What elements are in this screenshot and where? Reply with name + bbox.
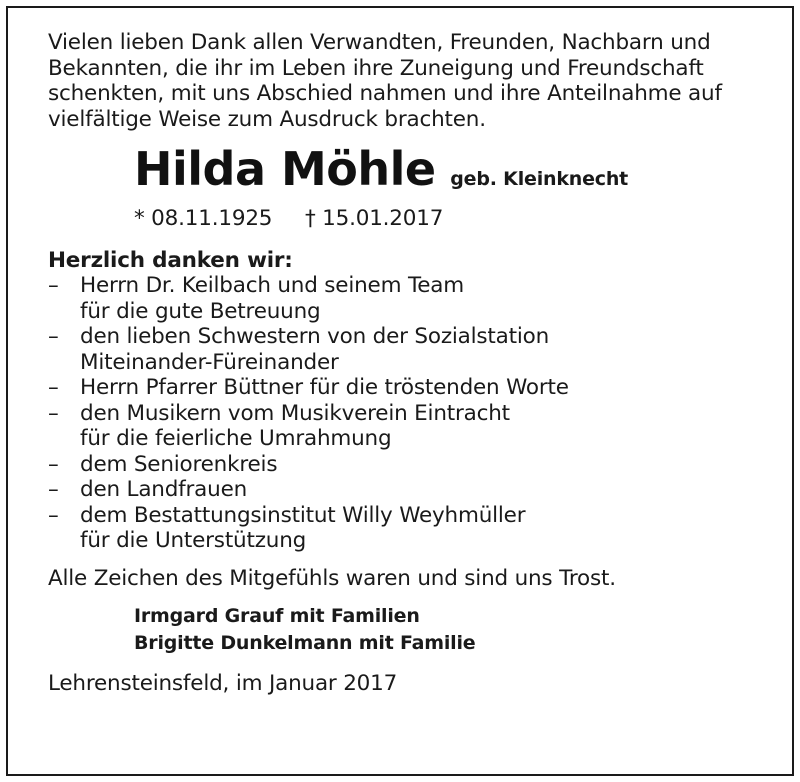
- list-item-text: Herrn Dr. Keilbach und seinem Team für die gute Betreuung: [80, 273, 464, 324]
- dash-bullet: –: [48, 324, 59, 349]
- list-item: [48, 477, 748, 503]
- list-item-text: Herrn Pfarrer Büttner für die tröstenden Worte: [80, 375, 569, 400]
- name-row: [134, 144, 748, 194]
- dash-bullet: –: [48, 451, 59, 477]
- list-item: [48, 401, 748, 452]
- death-date: † 15.01.2017: [304, 206, 444, 231]
- signature-line: Irmgard Grauf mit Familien: [134, 605, 420, 627]
- thanks-heading: Herzlich danken wir:: [48, 247, 293, 273]
- dash-bullet: –: [48, 400, 59, 426]
- list-item: [48, 375, 748, 401]
- life-dates: [134, 206, 748, 232]
- birth-date: * 08.11.1925: [134, 206, 273, 231]
- dash-bullet: –: [48, 273, 59, 298]
- signatures: [134, 603, 748, 657]
- intro-text: Vielen lieben Dank allen Verwandten, Freunden, Nachbarn und Bekannten, die ihr im Leben ihre Zuneigung und Freundschaft schenkten, mit uns Abschied nahmen und ihre Anteilnahme auf vielfältige Weise zum Ausdruck brachten.: [48, 30, 722, 132]
- dash-bullet: –: [48, 477, 59, 502]
- list-item-text: den lieben Schwestern von der Sozialstation Miteinander-Füreinander: [80, 324, 550, 375]
- dash-bullet: –: [48, 502, 59, 528]
- maiden-name: geb. Kleinknecht: [450, 168, 629, 190]
- place-date: Lehrensteinsfeld, im Januar 2017: [48, 671, 398, 696]
- list-item-text: den Landfrauen: [80, 477, 248, 502]
- list-item-text: den Musikern vom Musikverein Eintracht für die feierliche Umrahmung: [80, 400, 510, 451]
- list-item: [48, 324, 748, 375]
- closing-text: Alle Zeichen des Mitgefühls waren und sind uns Trost.: [48, 565, 616, 591]
- list-item: [48, 273, 748, 324]
- thanks-list: [48, 273, 748, 554]
- list-item-text: dem Bestattungsinstitut Willy Weyhmüller für die Unterstützung: [80, 502, 526, 553]
- deceased-name: Hilda Möhle: [134, 142, 436, 196]
- signature-line: Brigitte Dunkelmann mit Familie: [134, 632, 476, 654]
- dash-bullet: –: [48, 375, 59, 400]
- list-item-text: dem Seniorenkreis: [80, 451, 278, 477]
- list-item: [48, 452, 748, 478]
- obituary-notice: [48, 30, 748, 697]
- list-item: [48, 503, 748, 554]
